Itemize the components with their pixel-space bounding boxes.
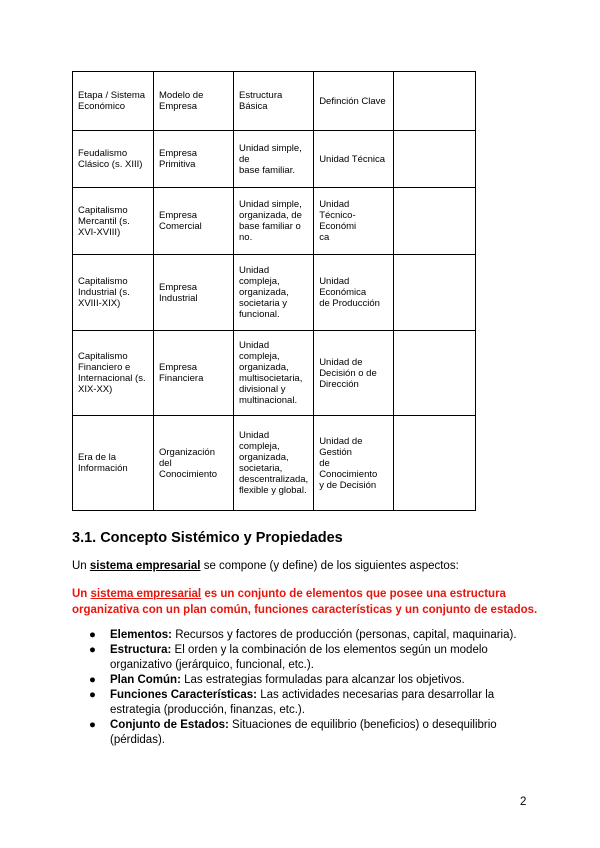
table-row	[73, 331, 476, 416]
table-cell	[73, 255, 154, 331]
list-item-term: Estructura:	[110, 644, 172, 656]
table-cell-text: Definción Clave	[319, 95, 386, 107]
table-cell-text: Estructura Básica	[239, 90, 283, 112]
table-cell	[234, 131, 314, 188]
table-cell	[154, 131, 234, 188]
table-cell-text: Unidad de Gestión de Conocimiento y de Decisión	[319, 435, 378, 491]
table-cell	[154, 255, 234, 331]
table-cell-text: Modelo de Empresa	[159, 90, 204, 112]
table-cell	[154, 188, 234, 255]
table-cell	[314, 131, 394, 188]
table-cell	[234, 188, 314, 255]
aspects-list	[72, 628, 542, 748]
def-post: es un conjunto de elementos que posee una estructura organizativa con un plan común, funciones características y un conjunto de estados.	[72, 588, 538, 616]
table-cell-text: Capitalismo Industrial (s. XVIII-XIX)	[78, 276, 130, 309]
intro-pre: Un	[72, 560, 90, 572]
table-cell-text: Unidad compleja, organizada, societaria y funcional.	[239, 265, 289, 320]
list-item-text: Las actividades necesarias para desarrollar la estrategia (producción, finanzas, etc.).	[110, 689, 495, 716]
table-cell	[234, 331, 314, 416]
table-cell-text: Unidad de Decisión o de Dirección	[319, 356, 377, 390]
bullet-icon: ●	[89, 689, 96, 701]
table-cell	[314, 72, 394, 131]
list-item	[72, 643, 542, 673]
bullet-icon: ●	[89, 719, 96, 731]
table-cell	[394, 331, 476, 416]
bullet-icon: ●	[89, 674, 96, 686]
table-row	[73, 188, 476, 255]
table-cell	[314, 188, 394, 255]
def-term: sistema empresarial	[90, 588, 202, 600]
table-row	[73, 131, 476, 188]
table-cell	[234, 72, 314, 131]
table-cell	[314, 255, 394, 331]
table-cell	[154, 331, 234, 416]
list-item-text: Recursos y factores de producción (personas, capital, maquinaria).	[172, 629, 517, 641]
def-pre: Un	[72, 588, 91, 600]
definition-paragraph	[72, 586, 542, 618]
bullet-icon: ●	[89, 629, 96, 641]
table-cell	[73, 188, 154, 255]
list-item-term: Funciones Características:	[110, 689, 258, 701]
table-cell-text: Empresa Financiera	[159, 362, 204, 384]
table-cell	[394, 131, 476, 188]
economic-stages-table	[72, 71, 476, 511]
table-cell	[234, 255, 314, 331]
table-cell	[394, 416, 476, 511]
table-cell	[154, 72, 234, 131]
list-item	[72, 673, 542, 688]
table-cell-text: Unidad simple, de base familiar.	[239, 142, 302, 176]
page-number: 2	[520, 796, 527, 808]
table-row	[73, 255, 476, 331]
list-item	[72, 688, 542, 718]
table-cell-text: Era de la Información	[78, 452, 128, 474]
table-cell	[73, 131, 154, 188]
table-cell-text: Unidad compleja, organizada, societaria, descentralizada, flexible y global.	[239, 430, 309, 496]
list-item-term: Elementos:	[110, 629, 172, 641]
table-cell	[314, 416, 394, 511]
table-cell	[314, 331, 394, 416]
list-item-text: Situaciones de equilibrio (beneficios) o desequilibrio (pérdidas).	[110, 719, 497, 746]
table-cell-text: Empresa Primitiva	[159, 148, 198, 170]
table-cell	[394, 255, 476, 331]
bullet-icon: ●	[89, 644, 96, 656]
table-cell-text: Capitalismo Financiero e Internacional (s. XIX-XX)	[78, 351, 146, 395]
table-cell	[73, 72, 154, 131]
table-row	[73, 72, 476, 131]
table-cell-text: Unidad Técnica	[319, 153, 386, 165]
intro-term: sistema empresarial	[89, 560, 201, 572]
table-cell-text: Capitalismo Mercantil (s. XVI-XVIII)	[78, 204, 130, 238]
table-cell-text: Organización del Conocimiento	[159, 446, 218, 480]
table-cell-text: Unidad Técnico-Económi ca	[319, 199, 357, 243]
table-cell-text: Empresa Comercial	[159, 210, 202, 232]
list-item	[72, 718, 542, 748]
list-item	[72, 628, 542, 643]
list-item-text: Las estrategias formuladas para alcanzar los objetivos.	[180, 674, 465, 686]
intro-paragraph	[72, 560, 459, 572]
table-cell	[234, 416, 314, 511]
table-cell-text: Empresa Industrial	[159, 281, 198, 304]
table-cell	[154, 416, 234, 511]
table-cell	[394, 72, 476, 131]
list-item-term: Conjunto de Estados:	[110, 719, 229, 731]
table-row	[73, 416, 476, 511]
table-cell-text: Unidad Económica de Producción	[319, 276, 380, 309]
table-cell	[73, 416, 154, 511]
table-cell-text: Feudalismo Clásico (s. XIII)	[78, 148, 143, 170]
list-item-term: Plan Común:	[110, 674, 181, 686]
list-item-text: El orden y la combinación de los elementos según un modelo organizativo (jerárquico, funcional, etc.).	[110, 644, 488, 671]
table-cell	[73, 331, 154, 416]
section-heading: 3.1. Concepto Sistémico y Propiedades	[72, 530, 343, 546]
table-cell-text: Unidad simple, organizada, de base familiar o no.	[239, 199, 302, 243]
table-cell-text: Unidad compleja, organizada, multisocietaria, divisional y multinacional.	[239, 340, 303, 406]
intro-post: se compone (y define) de los siguientes aspectos:	[200, 560, 459, 572]
table-cell-text: Etapa / Sistema Económico	[78, 90, 146, 112]
table-cell	[394, 188, 476, 255]
